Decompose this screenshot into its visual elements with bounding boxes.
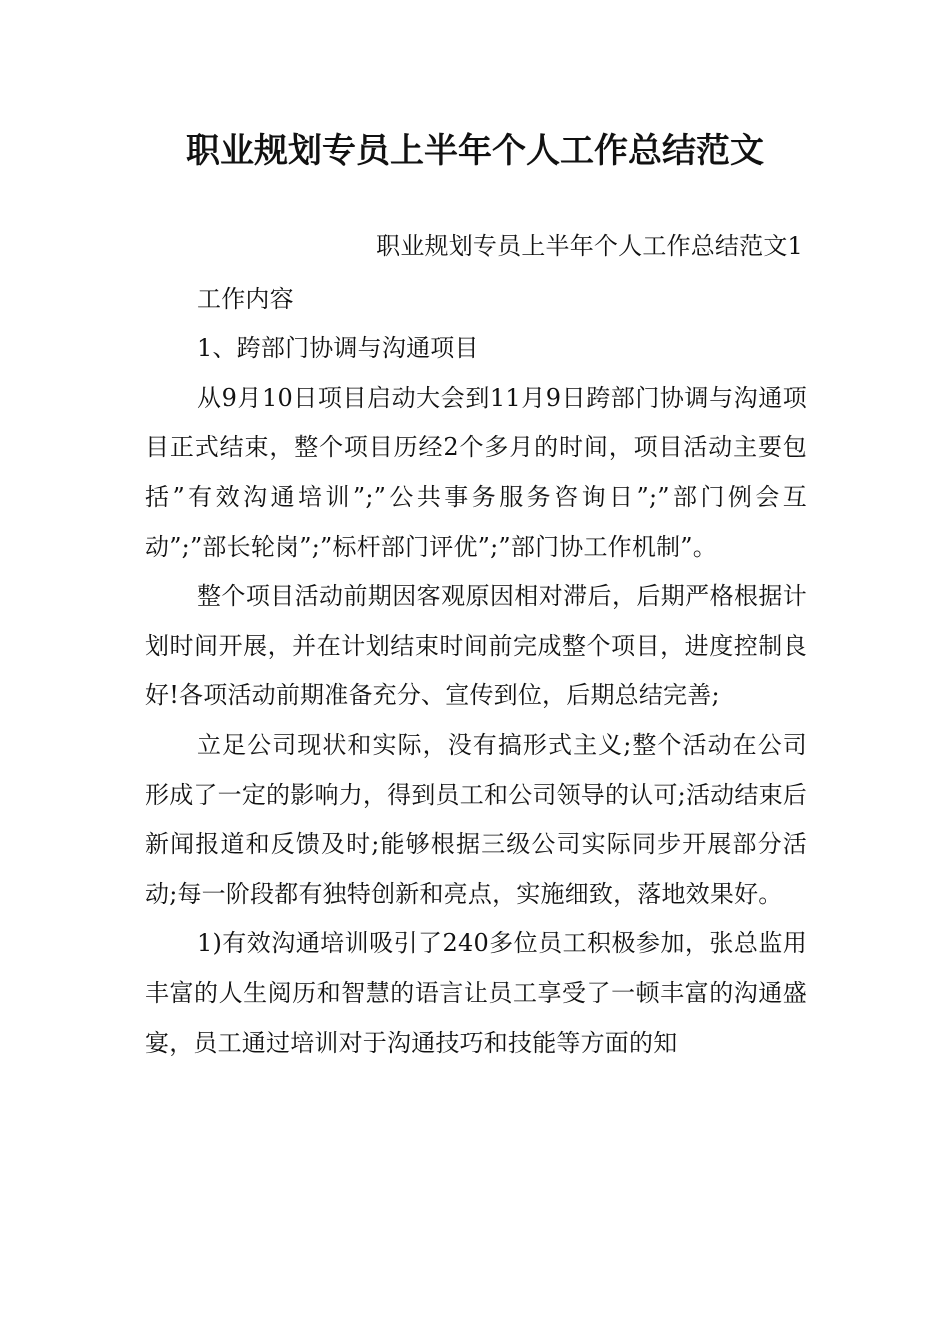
paragraph: 立足公司现状和实际，没有搞形式主义;整个活动在公司形成了一定的影响力，得到员工和公司领导的认可;活动结束后新闻报道和反馈及时;能够根据三级公司实际同步开展部分活动;每一阶段都有独特创新和亮点，实施细致，落地效果好。 (145, 730, 807, 908)
paragraph: 1)有效沟通培训吸引了240多位员工积极参加，张总监用丰富的人生阅历和智慧的语言让员工享受了一顿丰富的沟通盛宴，员工通过培训对于沟通技巧和技能等方面的知 (145, 929, 807, 1057)
item-heading: 1、跨部门协调与沟通项目 (197, 334, 479, 363)
document-body (145, 222, 807, 1068)
paragraph: 整个项目活动前期因客观原因相对滞后，后期严格根据计划时间开展，并在计划结束时间前完成整个项目，进度控制良好!各项活动前期准备充分、宣传到位，后期总结完善; (145, 582, 807, 710)
paragraph: 从9月10日项目启动大会到11月9日跨部门协调与沟通项目正式结束，整个项目历经2个多月的时间，项目活动主要包括”有效沟通培训”;”公共事务服务咨询日”;”部门例会互动”;”部长轮岗”;”标杆部门评优”;”部门协工作机制”。 (145, 383, 807, 561)
document-subtitle: 职业规划专员上半年个人工作总结范文1 (376, 232, 803, 260)
section-heading: 工作内容 (197, 284, 294, 313)
document-title: 职业规划专员上半年个人工作总结范文 (186, 131, 764, 171)
